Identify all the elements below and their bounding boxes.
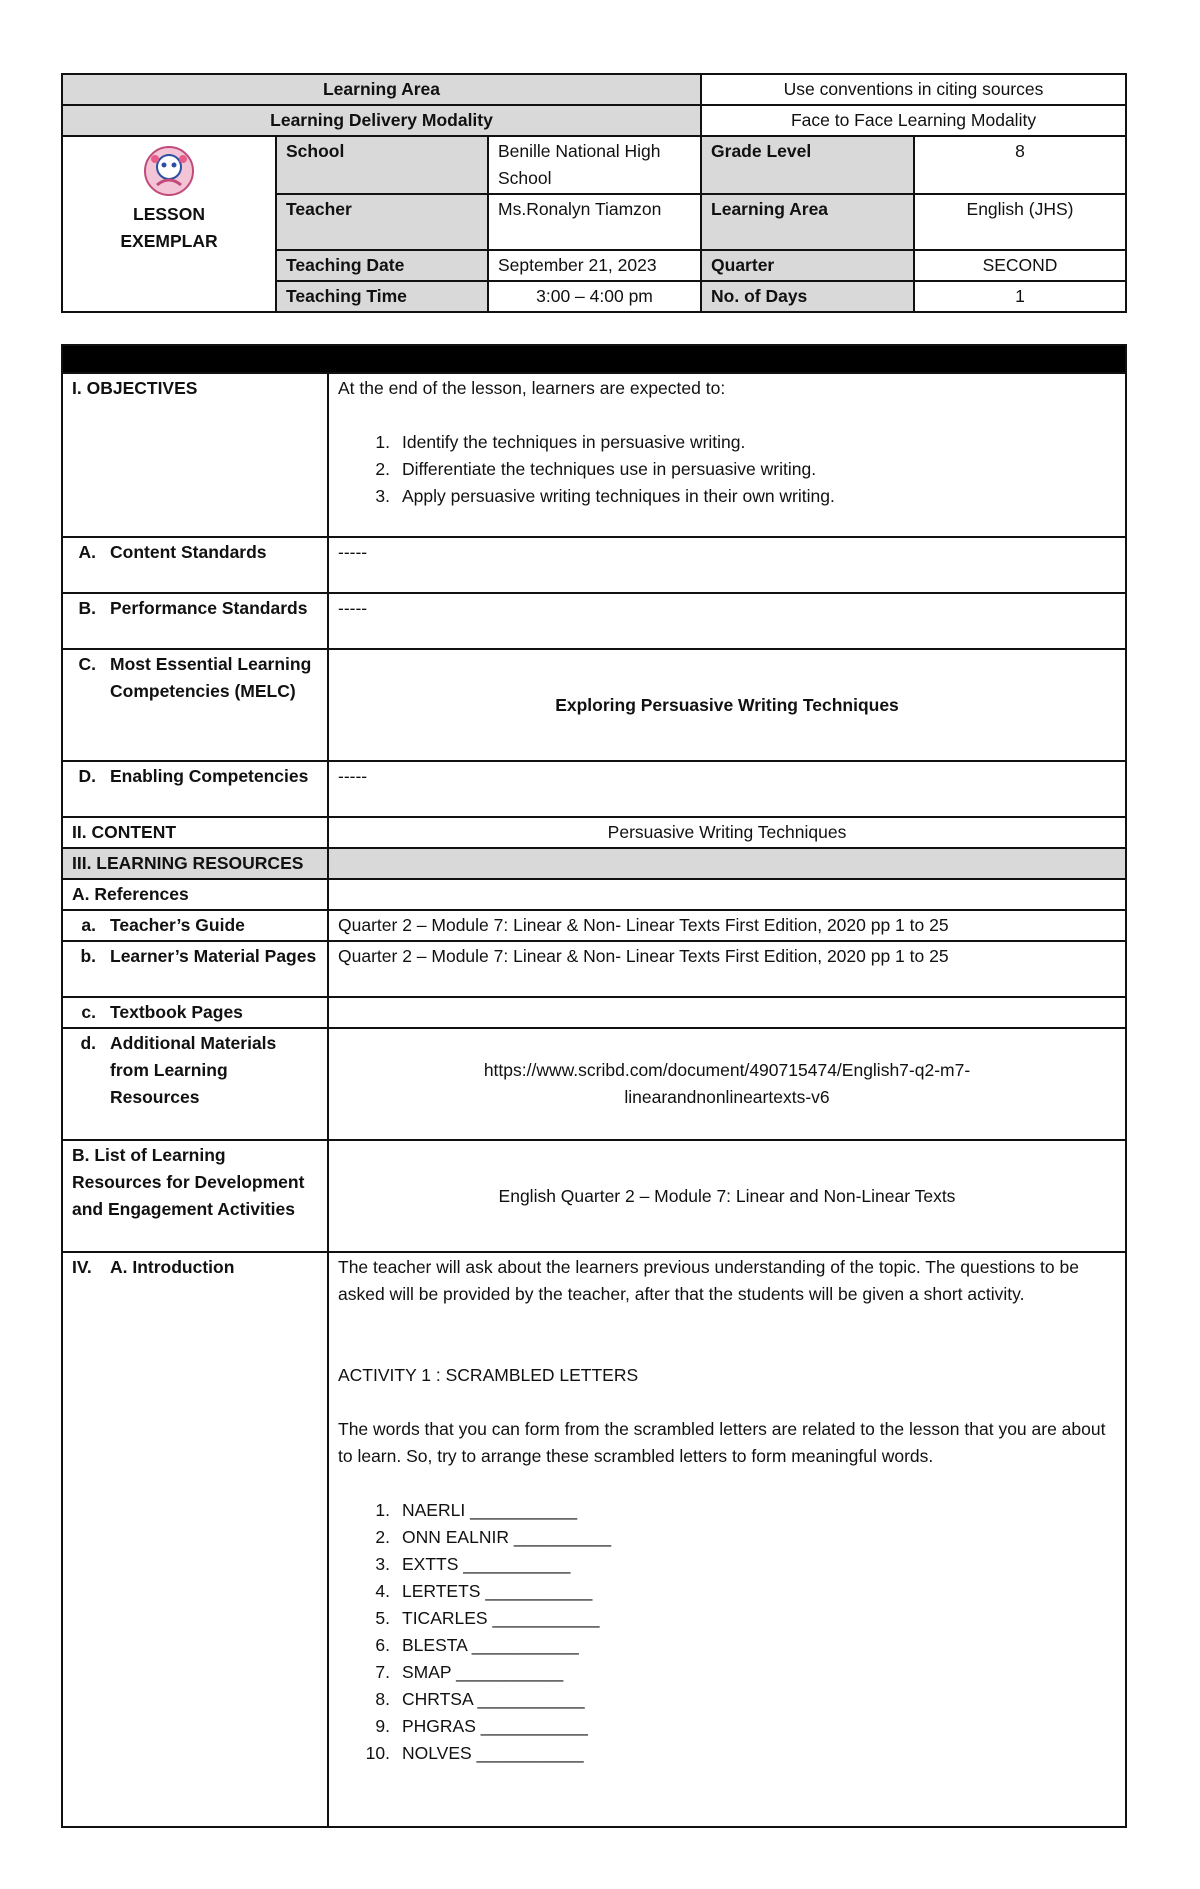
teacher-value: Ms.Ronalyn Tiamzon: [488, 194, 701, 250]
teacher-label: Teacher: [276, 194, 488, 250]
exemplar-label: EXEMPLAR: [120, 231, 218, 251]
quarter-value: SECOND: [914, 250, 1126, 281]
introduction-label: IV. A. Introduction: [62, 1252, 328, 1827]
content-standards-label: A. Content Standards: [62, 537, 328, 593]
learning-area-value: Use conventions in citing sources: [701, 74, 1126, 105]
learners-material-value: Quarter 2 – Module 7: Linear & Non- Linear Texts First Edition, 2020 pp 1 to 25: [328, 941, 1126, 997]
resource-url-line-2: linearandnonlineartexts-v6: [624, 1087, 830, 1107]
learning-resources-value: [328, 848, 1126, 879]
grade-level-value: 8: [914, 136, 1126, 194]
list-item: 6. BLESTA ___________: [375, 1635, 579, 1655]
teachers-guide-label: a. Teacher’s Guide: [62, 910, 328, 941]
list-item: 9. PHGRAS ___________: [375, 1716, 588, 1736]
list-of-resources-value: English Quarter 2 – Module 7: Linear and Non-Linear Texts: [328, 1140, 1126, 1252]
school-value: Benille National High School: [488, 136, 701, 194]
list-of-resources-label: B. List of Learning Resources for Development and Engagement Activities: [62, 1140, 328, 1252]
list-item: 8. CHRTSA ___________: [375, 1689, 585, 1709]
lesson-exemplar-cell: [62, 136, 276, 312]
teaching-date-label: Teaching Date: [276, 250, 488, 281]
teaching-time-value: 3:00 – 4:00 pm: [488, 281, 701, 312]
objectives-label: I. OBJECTIVES: [62, 373, 328, 537]
learning-area-label: Learning Area: [62, 74, 701, 105]
list-item: 4. LERTETS ___________: [375, 1581, 593, 1601]
list-item: 3. EXTTS ___________: [375, 1554, 571, 1574]
scrambled-letters-list: [338, 1497, 1116, 1767]
objectives-intro: At the end of the lesson, learners are expected to:: [338, 378, 726, 398]
introduction-paragraph: The teacher will ask about the learners previous understanding of the topic. The questions to be asked will be provided by the teacher, after that the students will be given a short activity.: [338, 1257, 1079, 1304]
activity-instructions: The words that you can form from the scrambled letters are related to the lesson that you are about to learn. So, try to arrange these scrambled letters to form meaningful words.: [338, 1419, 1106, 1466]
content-value: Persuasive Writing Techniques: [328, 817, 1126, 848]
list-item: 7. SMAP ___________: [375, 1662, 564, 1682]
school-logo-icon: [143, 145, 195, 197]
list-item: 2. Differentiate the techniques use in persuasive writing.: [375, 459, 817, 479]
content-label: II. CONTENT: [62, 817, 328, 848]
additional-materials-label: d. Additional Materials from Learning Resources: [62, 1028, 328, 1140]
references-value: [328, 879, 1126, 910]
textbook-pages-value: [328, 997, 1126, 1028]
list-item: 1. NAERLI ___________: [375, 1500, 578, 1520]
list-item: 2. ONN EALNIR __________: [375, 1527, 612, 1547]
introduction-cell: [328, 1252, 1126, 1827]
delivery-modality-value: Face to Face Learning Modality: [701, 105, 1126, 136]
performance-standards-value: -----: [328, 593, 1126, 649]
grade-level-label: Grade Level: [701, 136, 914, 194]
teachers-guide-value: Quarter 2 – Module 7: Linear & Non- Linear Texts First Edition, 2020 pp 1 to 25: [328, 910, 1126, 941]
lesson-label: LESSON: [133, 204, 205, 224]
learning-resources-label: III. LEARNING RESOURCES: [62, 848, 328, 879]
delivery-modality-label: Learning Delivery Modality: [62, 105, 701, 136]
black-header-bar: [62, 345, 1126, 373]
objectives-list: [338, 429, 1116, 510]
teaching-date-value: September 21, 2023: [488, 250, 701, 281]
textbook-pages-label: c. Textbook Pages: [62, 997, 328, 1028]
enabling-competencies-value: -----: [328, 761, 1126, 817]
days-value: 1: [914, 281, 1126, 312]
teaching-time-label: Teaching Time: [276, 281, 488, 312]
melc-value: Exploring Persuasive Writing Techniques: [328, 649, 1126, 761]
objectives-cell: [328, 373, 1126, 537]
area-value: English (JHS): [914, 194, 1126, 250]
learners-material-label: b. Learner’s Material Pages: [62, 941, 328, 997]
melc-label: C. Most Essential Learning Competencies (MELC): [62, 649, 328, 761]
list-item: 3. Apply persuasive writing techniques in their own writing.: [375, 486, 835, 506]
performance-standards-label: B. Performance Standards: [62, 593, 328, 649]
quarter-label: Quarter: [701, 250, 914, 281]
resource-url-line-1: https://www.scribd.com/document/490715474/English7-q2-m7-: [483, 1060, 971, 1080]
days-label: No. of Days: [701, 281, 914, 312]
list-item: 1. Identify the techniques in persuasive writing.: [375, 432, 746, 452]
content-standards-value: -----: [328, 537, 1126, 593]
enabling-competencies-label: D. Enabling Competencies: [62, 761, 328, 817]
activity-title: ACTIVITY 1 : SCRAMBLED LETTERS: [338, 1365, 639, 1385]
additional-materials-value: [328, 1028, 1126, 1140]
school-label: School: [276, 136, 488, 194]
header-table: [61, 73, 1127, 313]
list-item: 5. TICARLES ___________: [375, 1608, 600, 1628]
references-label: A. References: [62, 879, 328, 910]
list-item: 10. NOLVES ___________: [365, 1743, 584, 1763]
area-label: Learning Area: [701, 194, 914, 250]
lesson-table: [61, 344, 1127, 1828]
